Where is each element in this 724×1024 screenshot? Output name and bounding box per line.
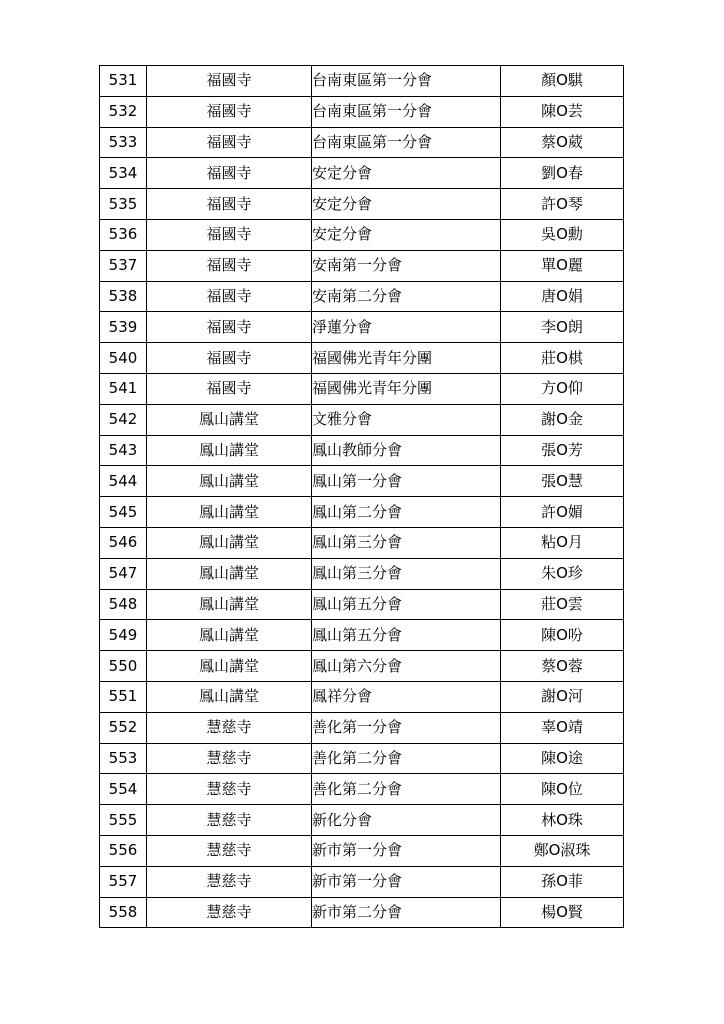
branch-cell: 鳳山教師分會 (312, 435, 501, 466)
temple-cell: 鳳山講堂 (147, 404, 312, 435)
temple-cell: 福國寺 (147, 219, 312, 250)
row-number-cell: 536 (100, 219, 147, 250)
row-number-cell: 542 (100, 404, 147, 435)
table-row (100, 774, 624, 805)
table-row (100, 466, 624, 497)
temple-cell: 慧慈寺 (147, 774, 312, 805)
row-number-cell: 532 (100, 96, 147, 127)
branch-cell: 安定分會 (312, 189, 501, 220)
temple-cell: 福國寺 (147, 66, 312, 97)
branch-cell: 鳳山第二分會 (312, 497, 501, 528)
member-name-cell: 朱O珍 (501, 558, 624, 589)
branch-cell: 台南東區第一分會 (312, 127, 501, 158)
branch-cell: 鳳山第三分會 (312, 558, 501, 589)
row-number-cell: 540 (100, 343, 147, 374)
row-number-cell: 537 (100, 250, 147, 281)
temple-cell: 鳳山講堂 (147, 558, 312, 589)
temple-cell: 福國寺 (147, 312, 312, 343)
table-row (100, 66, 624, 97)
member-name-cell: 李O朗 (501, 312, 624, 343)
branch-cell: 鳳山第一分會 (312, 466, 501, 497)
member-name-cell: 陳O位 (501, 774, 624, 805)
roster-table-body (100, 66, 624, 928)
branch-cell: 鳳祥分會 (312, 681, 501, 712)
branch-cell: 福國佛光青年分團 (312, 343, 501, 374)
table-row (100, 497, 624, 528)
row-number-cell: 533 (100, 127, 147, 158)
table-row (100, 897, 624, 928)
branch-cell: 安定分會 (312, 158, 501, 189)
member-name-cell: 莊O棋 (501, 343, 624, 374)
row-number-cell: 557 (100, 866, 147, 897)
member-name-cell: 陳O芸 (501, 96, 624, 127)
member-name-cell: 楊O賢 (501, 897, 624, 928)
temple-cell: 福國寺 (147, 96, 312, 127)
temple-cell: 福國寺 (147, 127, 312, 158)
table-row (100, 404, 624, 435)
row-number-cell: 538 (100, 281, 147, 312)
row-number-cell: 551 (100, 681, 147, 712)
row-number-cell: 549 (100, 620, 147, 651)
temple-cell: 福國寺 (147, 158, 312, 189)
row-number-cell: 547 (100, 558, 147, 589)
branch-cell: 安南第二分會 (312, 281, 501, 312)
member-name-cell: 張O慧 (501, 466, 624, 497)
table-row (100, 743, 624, 774)
table-row (100, 805, 624, 836)
row-number-cell: 531 (100, 66, 147, 97)
row-number-cell: 558 (100, 897, 147, 928)
row-number-cell: 553 (100, 743, 147, 774)
member-name-cell: 辜O靖 (501, 712, 624, 743)
table-row (100, 835, 624, 866)
temple-cell: 慧慈寺 (147, 835, 312, 866)
row-number-cell: 544 (100, 466, 147, 497)
temple-cell: 鳳山講堂 (147, 620, 312, 651)
branch-cell: 台南東區第一分會 (312, 96, 501, 127)
member-name-cell: 張O芳 (501, 435, 624, 466)
row-number-cell: 534 (100, 158, 147, 189)
member-name-cell: 許O媚 (501, 497, 624, 528)
branch-cell: 安南第一分會 (312, 250, 501, 281)
branch-cell: 新化分會 (312, 805, 501, 836)
temple-cell: 福國寺 (147, 250, 312, 281)
branch-cell: 善化第一分會 (312, 712, 501, 743)
branch-cell: 文雅分會 (312, 404, 501, 435)
table-row (100, 527, 624, 558)
member-name-cell: 陳O吩 (501, 620, 624, 651)
table-row (100, 127, 624, 158)
table-row (100, 589, 624, 620)
temple-cell: 鳳山講堂 (147, 527, 312, 558)
table-row (100, 712, 624, 743)
branch-cell: 安定分會 (312, 219, 501, 250)
temple-cell: 福國寺 (147, 189, 312, 220)
member-name-cell: 林O珠 (501, 805, 624, 836)
member-name-cell: 蔡O蓉 (501, 651, 624, 682)
member-name-cell: 唐O娟 (501, 281, 624, 312)
temple-cell: 慧慈寺 (147, 866, 312, 897)
branch-cell: 鳳山第五分會 (312, 620, 501, 651)
table-row (100, 558, 624, 589)
member-name-cell: 陳O途 (501, 743, 624, 774)
branch-cell: 福國佛光青年分團 (312, 373, 501, 404)
row-number-cell: 550 (100, 651, 147, 682)
table-row (100, 681, 624, 712)
row-number-cell: 554 (100, 774, 147, 805)
member-name-cell: 鄭O淑珠 (501, 835, 624, 866)
temple-cell: 慧慈寺 (147, 712, 312, 743)
member-name-cell: 吳O勳 (501, 219, 624, 250)
temple-cell: 鳳山講堂 (147, 589, 312, 620)
row-number-cell: 535 (100, 189, 147, 220)
row-number-cell: 543 (100, 435, 147, 466)
member-name-cell: 蔡O葳 (501, 127, 624, 158)
member-name-cell: 孫O菲 (501, 866, 624, 897)
temple-cell: 鳳山講堂 (147, 651, 312, 682)
branch-cell: 淨蓮分會 (312, 312, 501, 343)
branch-cell: 新市第一分會 (312, 866, 501, 897)
table-row (100, 189, 624, 220)
row-number-cell: 541 (100, 373, 147, 404)
member-name-cell: 謝O金 (501, 404, 624, 435)
row-number-cell: 539 (100, 312, 147, 343)
branch-cell: 善化第二分會 (312, 774, 501, 805)
table-row (100, 96, 624, 127)
temple-cell: 慧慈寺 (147, 743, 312, 774)
roster-table (99, 65, 624, 928)
table-row (100, 651, 624, 682)
row-number-cell: 545 (100, 497, 147, 528)
branch-cell: 台南東區第一分會 (312, 66, 501, 97)
row-number-cell: 556 (100, 835, 147, 866)
member-name-cell: 莊O雲 (501, 589, 624, 620)
table-row (100, 219, 624, 250)
branch-cell: 鳳山第三分會 (312, 527, 501, 558)
branch-cell: 新市第二分會 (312, 897, 501, 928)
temple-cell: 鳳山講堂 (147, 466, 312, 497)
member-name-cell: 謝O河 (501, 681, 624, 712)
row-number-cell: 546 (100, 527, 147, 558)
branch-cell: 鳳山第六分會 (312, 651, 501, 682)
member-name-cell: 單O麗 (501, 250, 624, 281)
row-number-cell: 548 (100, 589, 147, 620)
row-number-cell: 552 (100, 712, 147, 743)
branch-cell: 善化第二分會 (312, 743, 501, 774)
temple-cell: 鳳山講堂 (147, 497, 312, 528)
table-row (100, 281, 624, 312)
branch-cell: 新市第一分會 (312, 835, 501, 866)
table-row (100, 866, 624, 897)
member-name-cell: 劉O春 (501, 158, 624, 189)
table-row (100, 158, 624, 189)
member-name-cell: 方O仰 (501, 373, 624, 404)
temple-cell: 鳳山講堂 (147, 435, 312, 466)
table-row (100, 373, 624, 404)
temple-cell: 鳳山講堂 (147, 681, 312, 712)
temple-cell: 福國寺 (147, 281, 312, 312)
temple-cell: 慧慈寺 (147, 897, 312, 928)
table-row (100, 620, 624, 651)
branch-cell: 鳳山第五分會 (312, 589, 501, 620)
member-name-cell: 粘O月 (501, 527, 624, 558)
row-number-cell: 555 (100, 805, 147, 836)
table-row (100, 435, 624, 466)
temple-cell: 福國寺 (147, 373, 312, 404)
temple-cell: 慧慈寺 (147, 805, 312, 836)
temple-cell: 福國寺 (147, 343, 312, 374)
table-row (100, 250, 624, 281)
member-name-cell: 顏O騏 (501, 66, 624, 97)
member-name-cell: 許O琴 (501, 189, 624, 220)
table-row (100, 312, 624, 343)
table-row (100, 343, 624, 374)
